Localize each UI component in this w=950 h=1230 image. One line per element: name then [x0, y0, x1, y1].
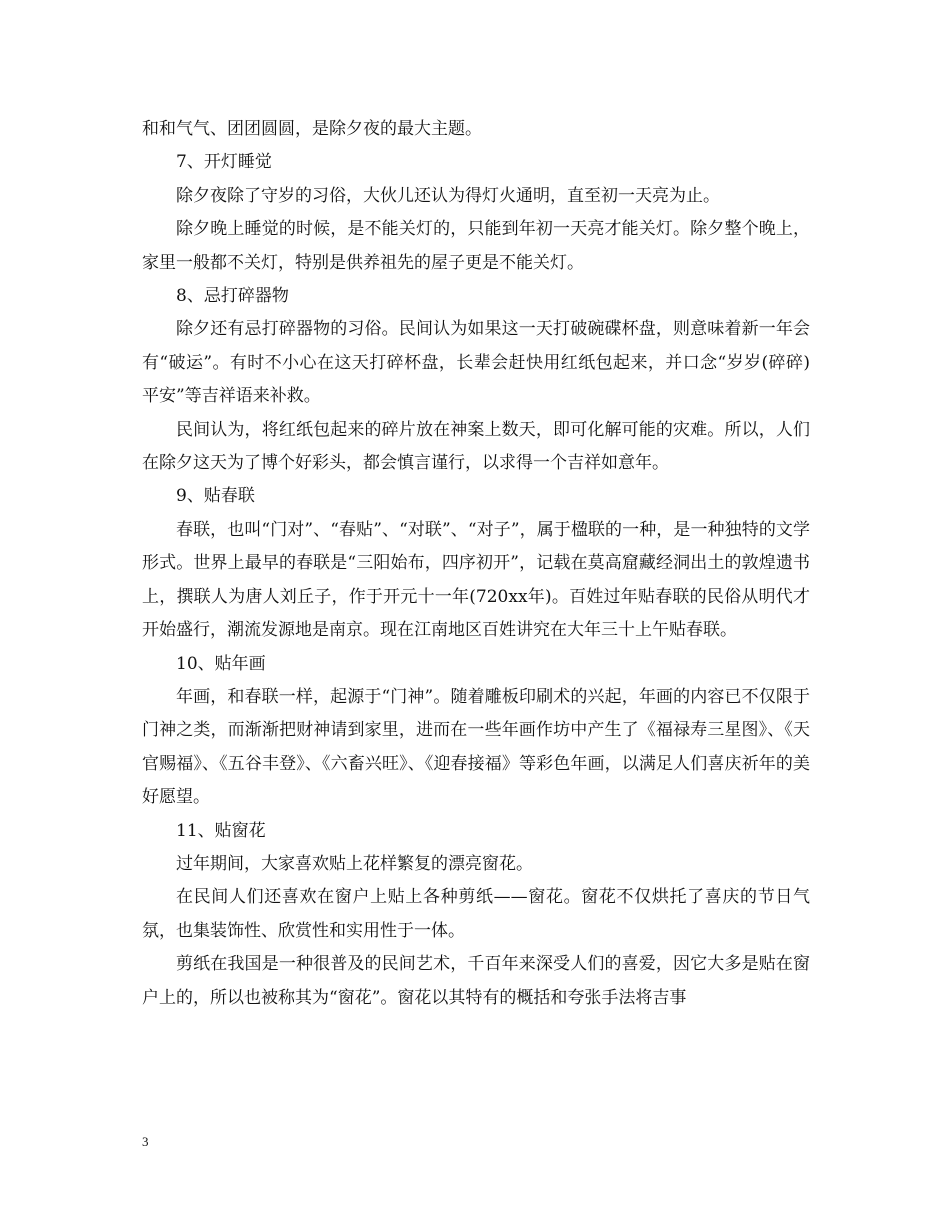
section-heading-11: 11、贴窗花	[176, 820, 266, 841]
paragraph: 过年期间，大家喜欢贴上花样繁复的漂亮窗花。	[176, 853, 533, 874]
page-number: 3	[142, 1134, 149, 1149]
paragraph: 除夕晚上睡觉的时候，是不能关灯的，只能到年初一天亮才能关灯。除夕整个晚上，家里一般都不关灯，特别是供养祖先的屋子更是不能关灯。	[142, 219, 810, 273]
paragraph: 剪纸在我国是一种很普及的民间艺术，千百年来深受人们的喜爱，因它大多是贴在窗户上的，所以也被称其为“窗花”。窗花以其特有的概括和夸张手法将吉事	[142, 954, 810, 1008]
section-heading-7: 7、开灯睡觉	[176, 152, 272, 173]
paragraph: 民间认为，将红纸包起来的碎片放在神案上数天，即可化解可能的灾难。所以，人们在除夕这天为了博个好彩头，都会慎言谨行，以求得一个吉祥如意年。	[142, 419, 810, 474]
paragraph: 在民间人们还喜欢在窗户上贴上各种剪纸——窗花。窗花不仅烘托了喜庆的节日气氛，也集装饰性、欣赏性和实用性于一体。	[142, 887, 810, 941]
paragraph: 除夕还有忌打碎器物的习俗。民间认为如果这一天打破碗碟杯盘，则意味着新一年会有“破运”。有时不小心在这天打碎杯盘，长辈会赶快用红纸包起来，并口念“岁岁(碎碎)平安”等吉祥语来补救。	[142, 319, 810, 407]
paragraph: 除夕夜除了守岁的习俗，大伙儿还认为得灯火通明，直至初一天亮为止。	[176, 185, 720, 206]
section-heading-8: 8、忌打碎器物	[176, 286, 289, 307]
section-heading-10: 10、贴年画	[176, 653, 266, 674]
paragraph-continuation: 和和气气、团团圆圆，是除夕夜的最大主题。	[142, 119, 482, 139]
document-body	[142, 113, 810, 1015]
section-heading-9: 9、贴春联	[176, 486, 255, 507]
paragraph: 春联，也叫“门对”、“春贴”、“对联”、“对子”，属于楹联的一种，是一种独特的文学形式。世界上最早的春联是“三阳始布，四序初开”，记载在莫高窟藏经洞出土的敦煌遗书上，撰联人为唐人刘丘子，作于开元十一年(720xx年)。百姓过年贴春联的民俗从明代才开始盛行，潮流发源地是南京。现在江南地区百姓讲究在大年三十上午贴春联。	[142, 519, 810, 641]
paragraph: 年画，和春联一样，起源于“门神”。随着雕板印刷术的兴起，年画的内容已不仅限于门神之类，而渐渐把财神请到家里，进而在一些年画作坊中产生了《福禄寿三星图》、《天官赐福》、《五谷丰登》、《六畜兴旺》、《迎春接福》等彩色年画，以满足人们喜庆祈年的美好愿望。	[142, 686, 810, 808]
